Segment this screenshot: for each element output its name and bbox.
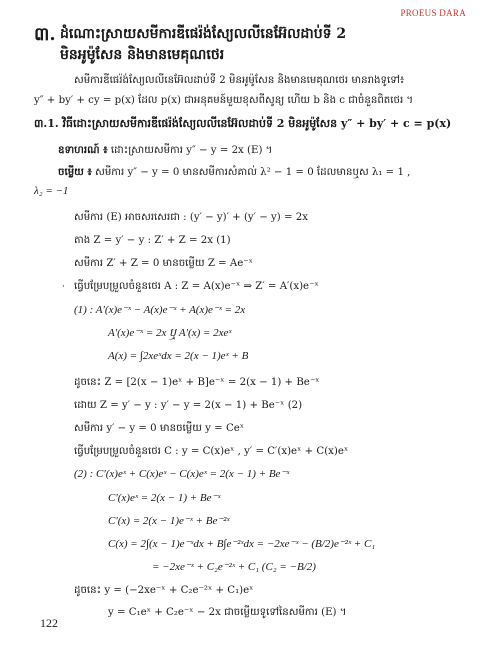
section-heading: ៣.1. វិធីដោះស្រាយសមីការឌីផេរ៉ង់ស្យែលលីនេអ៊ែលដាប់ទី 2 មិនអូម៉ូសែន y″ + by′ + c = p(x) bbox=[34, 117, 452, 130]
example-text: ដោះស្រាយសមីការ y″ − y = 2x (E) ។ bbox=[110, 145, 273, 156]
example-label: ឧទាហរណ៍ ៖ bbox=[58, 144, 108, 156]
derivation-line: សមីការ (E) អាចសរសេរជា : (y′ − y)′ + (y′ − y) = 2x bbox=[74, 212, 308, 223]
bullet-dot: · bbox=[62, 282, 65, 292]
derivation-line: A(x) = ∫2xeˣdx = 2(x − 1)eˣ + B bbox=[108, 350, 249, 362]
intro-paragraph-line-2: y″ + by′ + cy = p(x) ដែល p(x) ជាអនុគមន៍មួយខុសពីសូន្យ ហើយ b និង c ជាចំនួនពិតថេរ ។ bbox=[34, 95, 414, 106]
running-header: PROEUS DARA bbox=[400, 8, 466, 18]
intro-paragraph-line-1: សមីការឌីផេរ៉ង់ស្យែលលីនេអ៊ែលដាប់ទី 2 មិនអូម៉ូសែន និងមានមេគុណថេរ មានរាងទូទៅ៖ bbox=[74, 75, 405, 86]
derivation-line: ដូចនេះ y = (−2xe⁻ˣ + C₂e⁻²ˣ + C₁)eˣ bbox=[74, 585, 254, 596]
solution-text: សមីការ y″ − y = 0 មានសមីការសំគាល់ λ² − 1 = 0 ដែលមានឬស λ₁ = 1 , bbox=[95, 167, 411, 178]
derivation-line: y = C₁eˣ + C₂e⁻ˣ − 2x ជាចម្លើយទូទៅនៃសមីការ (E) ។ bbox=[108, 607, 347, 618]
solution-label: ចម្លើយ ៖ bbox=[58, 166, 92, 178]
derivation-line: (2) : C′(x)eˣ + C(x)eˣ − C(x)eˣ = 2(x − 1) + Be⁻ˣ bbox=[74, 468, 290, 480]
derivation-line: C′(x) = 2(x − 1)e⁻ˣ + Be⁻²ˣ bbox=[108, 515, 230, 527]
derivation-line: C(x) = 2∫(x − 1)e⁻ˣdx + B∫e⁻²ˣdx = −2xe⁻ˣ − (B/2)e⁻²ˣ + C₁ bbox=[108, 538, 376, 550]
chapter-title-line-1: ដំណោះស្រាយសមីការឌីផេរ៉ង់ស្យែលលីនេអ៊ែលដាប់ទី 2 bbox=[60, 26, 347, 42]
chapter-title-line-2: មិនអូម៉ូសែន និងមានមេគុណថេរ bbox=[60, 47, 225, 63]
derivation-line: សមីការ Z′ + Z = 0 មានចម្លើយ Z = Ae⁻ˣ bbox=[74, 258, 253, 269]
derivation-line: ធ្វើបម្រែបម្រួលចំនួនថេរ C : y = C(x)eˣ , y′ = C′(x)eˣ + C(x)eˣ bbox=[74, 446, 349, 457]
derivation-line: តាង Z = y′ − y : Z′ + Z = 2x (1) bbox=[74, 235, 231, 246]
derivation-line: សមីការ y′ − y = 0 មានចម្លើយ y = Ceˣ bbox=[74, 423, 245, 434]
page-number: 122 bbox=[40, 616, 58, 630]
derivation-line: A′(x)e⁻ˣ = 2x ឬ A′(x) = 2xeˣ bbox=[108, 327, 232, 339]
derivation-line: = −2xe⁻ˣ + C₂e⁻²ˣ + C₁ (C₂ = −B/2) bbox=[152, 561, 316, 573]
derivation-line: ធ្វើបម្រែបម្រួលចំនួនថេរ A : Z = A(x)e⁻ˣ ⇒ Z′ = A′(x)e⁻ˣ bbox=[74, 281, 319, 292]
derivation-line: (1) : A′(x)e⁻ˣ − A(x)e⁻ˣ + A(x)e⁻ˣ = 2x bbox=[74, 304, 246, 316]
derivation-line: ដោយ Z = y′ − y : y′ − y = 2(x − 1) + Be⁻ˣ (2) bbox=[74, 400, 303, 411]
chapter-number: ៣. bbox=[34, 24, 56, 45]
lambda-two: λ₂ = −1 bbox=[34, 185, 69, 197]
derivation-line: C′(x)eˣ = 2(x − 1) + Be⁻ˣ bbox=[108, 492, 221, 504]
derivation-line: ដូចនេះ Z = [2(x − 1)eˣ + B]e⁻ˣ = 2(x − 1) + Be⁻ˣ bbox=[74, 377, 320, 388]
